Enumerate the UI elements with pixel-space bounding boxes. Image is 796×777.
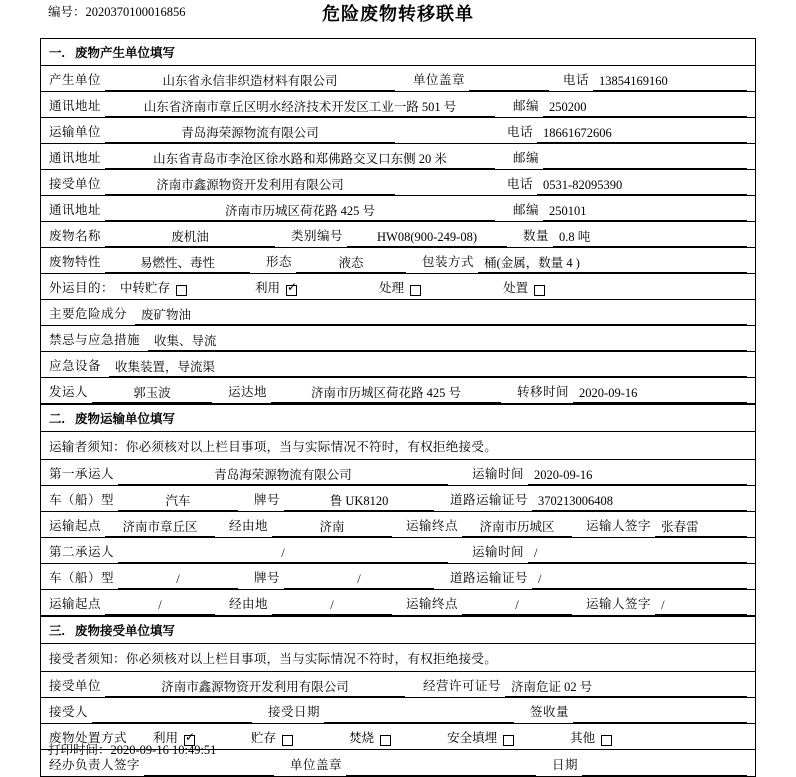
package-label: 包装方式 [422, 255, 475, 269]
origin-2-value[interactable]: / [105, 598, 215, 615]
receiver-zip-value[interactable]: 250101 [543, 204, 747, 221]
category-value[interactable]: HW08(900-249-08) [347, 230, 507, 247]
carrier-signature-2-value[interactable]: / [655, 598, 747, 615]
row-vehicle-2 [41, 564, 755, 590]
row-route-2 [41, 590, 755, 616]
print-time-value: 2020-09-16 10:49:51 [110, 743, 217, 757]
receiver-unit-label: 接受单位 [49, 679, 102, 693]
via-value[interactable]: 济南 [272, 517, 392, 537]
producer-address-label: 通讯地址 [49, 99, 102, 113]
disposal-label: 废物处置方式 [49, 730, 128, 745]
receive-date-value[interactable] [324, 707, 514, 723]
row-carrier [41, 118, 755, 144]
row-waste-name [41, 222, 755, 248]
purpose-option-transfer-storage[interactable] [120, 278, 187, 296]
receipt-qty-value[interactable] [573, 707, 747, 723]
end-2-value[interactable]: / [462, 598, 572, 615]
quantity-value[interactable]: 0.8 吨 [553, 227, 747, 247]
print-time [48, 740, 216, 758]
taboo-label: 禁忌与应急措施 [49, 333, 141, 347]
phone-label: 电话 [563, 73, 590, 87]
receiver-label: 接受单位 [49, 177, 102, 191]
row-receiver [41, 170, 755, 196]
road-license-label: 道路运输证号 [450, 493, 529, 507]
receiver-phone-label: 电话 [507, 177, 534, 191]
document-header [0, 0, 796, 34]
disposal-option-utilize-label: 利用 [153, 730, 179, 745]
checkbox-dispose[interactable] [534, 285, 545, 296]
carrier-label: 运输单位 [49, 125, 102, 139]
ship-time-value[interactable]: 2020-09-16 [528, 468, 747, 485]
row-route-1 [41, 512, 755, 538]
producer-zip-label: 邮编 [513, 99, 540, 113]
checkbox-utilize[interactable] [286, 285, 297, 296]
destination-label: 运达地 [228, 385, 268, 399]
first-carrier-label: 第一承运人 [49, 467, 115, 481]
plate-label: 牌号 [254, 493, 281, 507]
sender-value[interactable]: 郭玉波 [92, 383, 212, 403]
receipt-qty-label: 签收量 [530, 705, 570, 719]
section-2-number: 二. [49, 412, 65, 426]
leader-signature-value[interactable] [144, 760, 274, 776]
via-2-label: 经由地 [229, 597, 269, 611]
receiver-phone-value[interactable]: 0531-82095390 [537, 178, 747, 195]
seal-value[interactable] [469, 75, 549, 91]
producer-label: 产生单位 [49, 73, 102, 87]
checkbox-disposal-incineration[interactable] [380, 735, 391, 746]
doc-number-value: 2020370100016856 [85, 5, 186, 19]
form-value[interactable]: 液态 [296, 253, 406, 273]
purpose-option-dispose[interactable] [503, 278, 545, 296]
carrier-address-value[interactable]: 山东省青岛市李沧区徐水路和郑佛路交叉口东侧 20 米 [105, 149, 495, 169]
form-label: 形态 [266, 255, 293, 269]
carrier-phone-value[interactable]: 18661672606 [537, 126, 747, 143]
carrier-address-label: 通讯地址 [49, 151, 102, 165]
end-2-label: 运输终点 [406, 597, 459, 611]
row-producer-address [41, 92, 755, 118]
row-carrier-address [41, 144, 755, 170]
category-label: 类别编号 [291, 229, 344, 243]
checkbox-treat[interactable] [410, 285, 421, 296]
row-receiver-address [41, 196, 755, 222]
carrier-signature-2-label: 运输人签字 [586, 597, 652, 611]
row-first-carrier [41, 460, 755, 486]
row-receiver-notice [41, 644, 755, 672]
via-label: 经由地 [229, 519, 269, 533]
purpose-option-treat[interactable] [379, 278, 421, 296]
form-frame [40, 38, 756, 777]
package-value[interactable]: 桶(金属，数量 4 ) [478, 253, 747, 273]
checkbox-disposal-storage[interactable] [282, 735, 293, 746]
road-license-2-value[interactable]: / [532, 572, 747, 589]
receive-date-label: 接受日期 [268, 705, 321, 719]
carrier-signature-value[interactable]: 张春雷 [655, 517, 747, 537]
section-3-header [41, 616, 755, 644]
unit-seal-value[interactable] [346, 760, 536, 776]
first-carrier-value[interactable]: 青岛海荣源物流有限公司 [118, 465, 448, 485]
vehicle-value[interactable]: 汽车 [118, 491, 238, 511]
purpose-option-transfer-storage-label: 中转贮存 [120, 280, 171, 295]
leader-signature-label: 经办负责人签字 [49, 758, 141, 772]
origin-value[interactable]: 济南市章丘区 [105, 517, 215, 537]
receiver-notice-text: 接受者须知：你必须核对以上栏目事项，当与实际情况不符时，有权拒绝接受。 [49, 651, 498, 666]
unit-seal-label: 单位盖章 [290, 758, 343, 772]
receiver-person-label: 接受人 [49, 705, 89, 719]
equipment-value[interactable]: 收集装置，导流渠 [109, 357, 747, 377]
receiver-address-value[interactable]: 济南市历城区荷花路 425 号 [105, 201, 495, 221]
disposal-option-incineration-label: 焚烧 [349, 730, 375, 745]
plate-2-label: 牌号 [254, 571, 281, 585]
row-receiver-unit [41, 672, 755, 698]
purpose-option-dispose-label: 处置 [503, 280, 529, 295]
receiver-value[interactable]: 济南市鑫源物资开发利用有限公司 [105, 175, 395, 195]
receiver-unit-value[interactable]: 济南市鑫源物资开发利用有限公司 [105, 677, 405, 697]
second-carrier-label: 第二承运人 [49, 545, 115, 559]
ship-time-2-label: 运输时间 [472, 545, 525, 559]
main-hazard-label: 主要危险成分 [49, 307, 128, 321]
equipment-label: 应急设备 [49, 359, 102, 373]
purpose-option-treat-label: 处理 [379, 280, 405, 295]
purpose-option-utilize-label: 利用 [255, 280, 281, 295]
disposal-option-incineration[interactable] [349, 728, 391, 746]
carrier-phone-label: 电话 [507, 125, 534, 139]
row-vehicle-1 [41, 486, 755, 512]
disposal-option-storage[interactable] [251, 728, 293, 746]
vehicle-2-label: 车（船）型 [49, 571, 115, 585]
waste-name-label: 废物名称 [49, 229, 102, 243]
end-value[interactable]: 济南市历城区 [462, 517, 572, 537]
disposal-option-landfill[interactable] [447, 728, 514, 746]
road-license-value[interactable]: 370213006408 [532, 494, 747, 511]
transfer-time-label: 转移时间 [517, 385, 570, 399]
vehicle-2-value[interactable]: / [118, 572, 238, 589]
checkbox-transfer-storage[interactable] [176, 285, 187, 296]
producer-address-value[interactable]: 山东省济南市章丘区明水经济技术开发区工业一路 501 号 [105, 97, 495, 117]
second-carrier-value[interactable]: / [118, 546, 448, 563]
row-sender [41, 378, 755, 404]
row-receiver-person [41, 698, 755, 724]
transfer-time-value[interactable]: 2020-09-16 [573, 386, 747, 403]
section-1-number: 一. [49, 46, 65, 60]
row-purpose [41, 274, 755, 300]
carrier-zip-value[interactable] [543, 153, 747, 169]
disposal-option-other-label: 其他 [570, 730, 596, 745]
section-1-title: 废物产生单位填写 [74, 46, 175, 60]
waste-name-value[interactable]: 废机油 [105, 227, 275, 247]
ship-time-label: 运输时间 [472, 467, 525, 481]
receiver-zip-label: 邮编 [513, 203, 540, 217]
section-3-number: 三. [49, 624, 65, 638]
disposal-option-landfill-label: 安全填埋 [447, 730, 498, 745]
producer-value[interactable]: 山东省永信非织造材料有限公司 [105, 71, 395, 91]
row-carrier-notice [41, 432, 755, 460]
sender-label: 发运人 [49, 385, 89, 399]
origin-2-label: 运输起点 [49, 597, 102, 611]
print-time-label: 打印时间： [48, 743, 111, 757]
property-value[interactable]: 易燃性、毒性 [105, 253, 250, 273]
permit-label: 经营许可证号 [423, 679, 502, 693]
main-hazard-value[interactable]: 废矿物油 [135, 305, 747, 325]
permit-value[interactable]: 济南危证 02 号 [505, 677, 747, 697]
disposal-option-storage-label: 贮存 [251, 730, 277, 745]
plate-value[interactable]: 鲁 UK8120 [284, 491, 434, 511]
end-label: 运输终点 [406, 519, 459, 533]
section-2-header [41, 404, 755, 432]
checkbox-disposal-other[interactable] [601, 735, 612, 746]
taboo-value[interactable]: 收集、导流 [148, 331, 747, 351]
purpose-option-utilize[interactable] [255, 278, 297, 296]
destination-value[interactable]: 济南市历城区荷花路 425 号 [271, 383, 501, 403]
disposal-option-other[interactable] [570, 728, 612, 746]
ship-time-2-value[interactable]: / [528, 546, 747, 563]
producer-zip-value[interactable]: 250200 [543, 100, 747, 117]
checkbox-disposal-landfill[interactable] [503, 735, 514, 746]
origin-label: 运输起点 [49, 519, 102, 533]
carrier-zip-label: 邮编 [513, 151, 540, 165]
vehicle-label: 车（船）型 [49, 493, 115, 507]
quantity-label: 数量 [523, 229, 550, 243]
row-taboo [41, 326, 755, 352]
section-1-header [41, 39, 755, 66]
receiver-address-label: 通讯地址 [49, 203, 102, 217]
carrier-notice-text: 运输者须知：你必须核对以上栏目事项，当与实际情况不符时，有权拒绝接受。 [49, 439, 498, 454]
plate-2-value[interactable]: / [284, 572, 434, 589]
row-producer [41, 66, 755, 92]
row-waste-property [41, 248, 755, 274]
page-title: 危险废物转移联单 [322, 4, 474, 24]
row-main-hazard [41, 300, 755, 326]
seal-label: 单位盖章 [413, 73, 466, 87]
section-2-title: 废物运输单位填写 [74, 412, 175, 426]
doc-number-label: 编号： [48, 5, 86, 19]
row-second-carrier [41, 538, 755, 564]
via-2-value[interactable]: / [272, 598, 392, 615]
date-label: 日期 [552, 758, 579, 772]
road-license-2-label: 道路运输证号 [450, 571, 529, 585]
property-label: 废物特性 [49, 255, 102, 269]
phone-value[interactable]: 13854169160 [593, 74, 747, 91]
purpose-label: 外运目的： [49, 280, 115, 295]
receiver-person-value[interactable] [92, 707, 252, 723]
carrier-signature-label: 运输人签字 [586, 519, 652, 533]
date-value[interactable] [582, 760, 747, 776]
carrier-value[interactable]: 青岛海荣源物流有限公司 [105, 123, 395, 143]
section-3-title: 废物接受单位填写 [74, 624, 175, 638]
row-emergency-equipment [41, 352, 755, 378]
